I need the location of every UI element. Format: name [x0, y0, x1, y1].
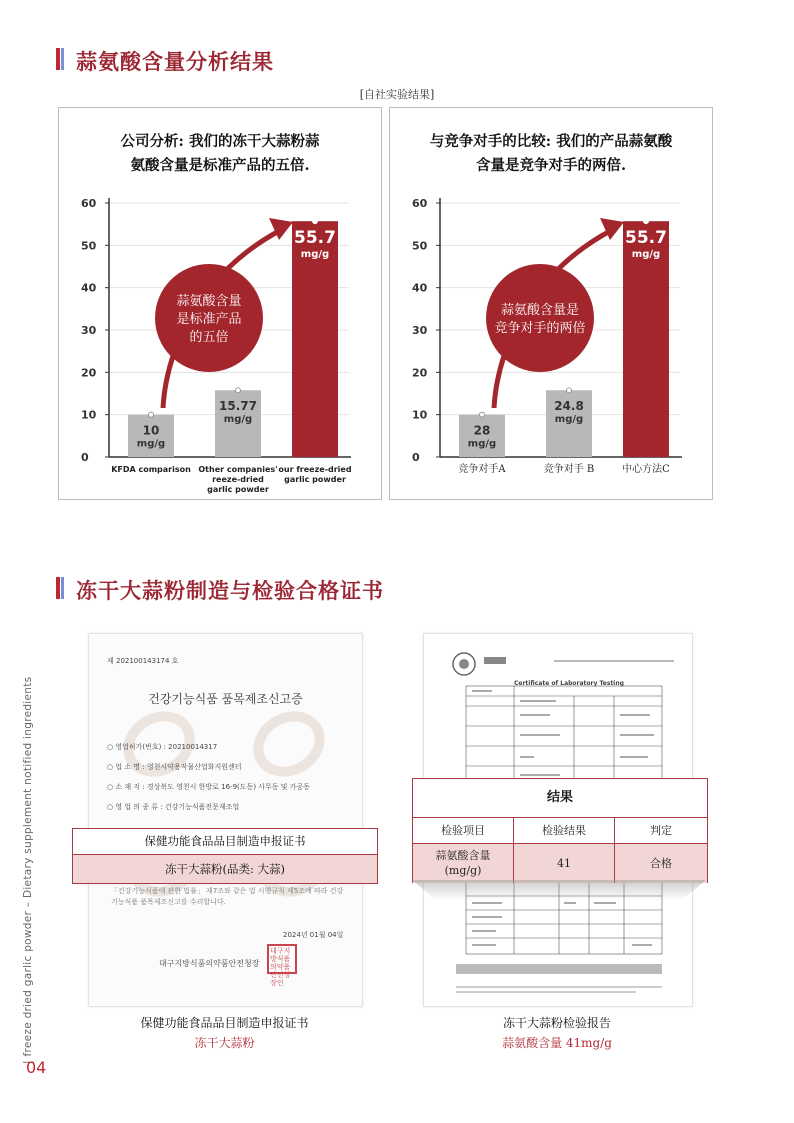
bar-top-dot [313, 219, 318, 224]
lab-report-caption [423, 1013, 691, 1053]
certificate-row: ○ 영 업 의 종 류 : 건강기능식품전문제조업 [107, 803, 240, 811]
x-tick-label: garlic powder [207, 485, 269, 494]
lab-result-title: 结果 [413, 779, 707, 818]
unit-label: mg/g [631, 249, 661, 261]
y-tick-label: 0 [81, 451, 89, 464]
certificate-date: 2024년 01월 04일 [283, 931, 344, 939]
lab-report-caption-title: 冻干大蒜粉检验报告 [502, 1016, 611, 1030]
data-label: 28 [473, 423, 491, 438]
bubble-text: 蒜氨酸含量是 [500, 303, 580, 318]
bar-top-dot [567, 388, 572, 393]
section-marker-accent [61, 577, 64, 599]
certificate-row: ○ 소 재 지 : 경상북도 영천시 한방로 16-9(도동) 사무동 및 가공동 [107, 783, 311, 791]
page-number: 04 [26, 1058, 47, 1077]
bubble-text: 竞争对手的两倍 [494, 321, 586, 336]
x-tick-label: Other companies' [198, 465, 278, 474]
cell-judgement: 合格 [650, 857, 672, 871]
lab-result-tag: [自社实验结果] [359, 88, 435, 101]
y-tick-label: 0 [412, 451, 420, 464]
x-tick-label: garlic powder [284, 475, 346, 484]
unit-label: mg/g [223, 414, 253, 426]
certificate-overlay-header: 保健功能食品品目制造申报证书 [73, 829, 377, 855]
bar-top-dot [149, 412, 154, 417]
bubble-text: 是标准产品 [176, 312, 242, 327]
certificate-overlay-value: 冻干大蒜粉(品类: 大蒜) [73, 855, 377, 883]
y-tick-label: 10 [81, 408, 97, 422]
certificate-number: 제 202100143174 호 [107, 657, 179, 665]
x-tick-label: reeze-dried [212, 475, 264, 484]
y-tick-label: 30 [412, 324, 428, 337]
certificate-row: ○ 영업허가(번호) : 20210014317 [107, 743, 218, 751]
overlay-shadow [412, 880, 706, 900]
y-tick-label: 40 [412, 281, 428, 295]
certificate-statement: 「건강기능식품에 관한 법률」 제7조와 같은 법 시행규칙 제5조에 따라 건강 [111, 887, 344, 895]
cell-result: 41 [514, 843, 615, 883]
section-marker [56, 577, 60, 599]
x-tick-label: 竞争对手 B [543, 464, 595, 475]
y-tick-label: 50 [81, 239, 97, 253]
sidebar-vertical-text: | freeze dried garlic powder – Dietary supplement notified ingredients [22, 676, 34, 1064]
cell-item: 蒜氨酸含量 (mg/g) [413, 843, 514, 883]
seal-text: 대구지방식품의약품안전청장인 [270, 947, 291, 987]
chart-title-line1: 与竞争对手的比较: 我们的产品蒜氨酸 [429, 133, 673, 150]
data-label: 24.8 [554, 399, 584, 414]
unit-label: mg/g [554, 414, 584, 426]
unit-label: mg/g [136, 438, 166, 450]
certificate-title: 건강기능식품 품목제조신고증 [148, 692, 303, 706]
certificate-caption [88, 1013, 361, 1053]
x-tick-label: KFDA comparison [111, 465, 191, 474]
bar-top-dot [236, 388, 241, 393]
certificate-issuer: 대구지방식품의약품안전청장 [159, 959, 260, 968]
official-seal-icon [267, 944, 297, 987]
x-tick-label: 中心方法C [622, 464, 670, 475]
chart-panel-competitor [389, 107, 713, 500]
certificate-caption-sub: 冻干大蒜粉 [194, 1036, 255, 1050]
column-header-judgement: 判定 [615, 818, 708, 843]
x-tick-label: our freeze-dried [278, 465, 352, 474]
certificate-row: ○ 업 소 명 : 영천시약용작물산업화지원센터 [107, 763, 242, 771]
bar-chart-competitor [390, 108, 712, 499]
bubble-text: 蒜氨酸含量 [176, 294, 242, 309]
unit-label: mg/g [300, 249, 330, 261]
chart-title-line2: 含量是竞争对手的两倍. [475, 157, 627, 174]
bar-chart-company [59, 108, 381, 499]
x-tick-label: 竞争对手A [458, 464, 506, 475]
section-marker-accent [61, 48, 64, 70]
section-title-certificate: 冻干大蒜粉制造与检验合格证书 [76, 578, 384, 603]
y-tick-label: 40 [81, 281, 97, 295]
certificate-caption-title: 保健功能食品品目制造申报证书 [140, 1016, 309, 1030]
bubble-text: 的五倍 [189, 330, 229, 345]
certificate-overlay [72, 828, 378, 884]
y-tick-label: 60 [81, 197, 97, 210]
lab-report-title: Certificate of Laboratory Testing [514, 680, 624, 687]
y-tick-label: 60 [412, 197, 428, 210]
chart-panel-company [58, 107, 382, 500]
y-tick-label: 10 [412, 408, 428, 422]
y-tick-label: 20 [412, 366, 428, 380]
y-tick-label: 30 [81, 324, 97, 337]
section-title-allicin: 蒜氨酸含量分析结果 [76, 49, 274, 74]
lab-result-table [413, 818, 707, 883]
bar-top-dot [480, 412, 485, 417]
y-tick-label: 50 [412, 239, 428, 253]
y-tick-label: 20 [81, 366, 97, 380]
section-marker [56, 48, 60, 70]
data-label: 55.7 [625, 228, 667, 249]
chart-title-line2: 氨酸含量是标准产品的五倍. [130, 157, 310, 174]
lab-result-overlay [412, 778, 708, 883]
unit-label: mg/g [467, 438, 497, 450]
data-label: 15.77 [219, 399, 257, 414]
certificate-document [88, 633, 363, 1007]
highlight-bubble [486, 264, 594, 372]
bar-top-dot [644, 219, 649, 224]
data-label: 10 [142, 423, 160, 438]
chart-title-line1: 公司分析: 我们的冻干大蒜粉蒜 [120, 133, 320, 150]
certificate-statement: 기능식품 품목제조신고를 수리합니다. [111, 898, 226, 906]
lab-report-caption-sub: 蒜氨酸含量 41mg/g [502, 1036, 612, 1050]
data-label: 55.7 [294, 228, 336, 249]
column-header-result: 检验结果 [514, 818, 615, 843]
column-header-item: 检验项目 [413, 818, 514, 843]
